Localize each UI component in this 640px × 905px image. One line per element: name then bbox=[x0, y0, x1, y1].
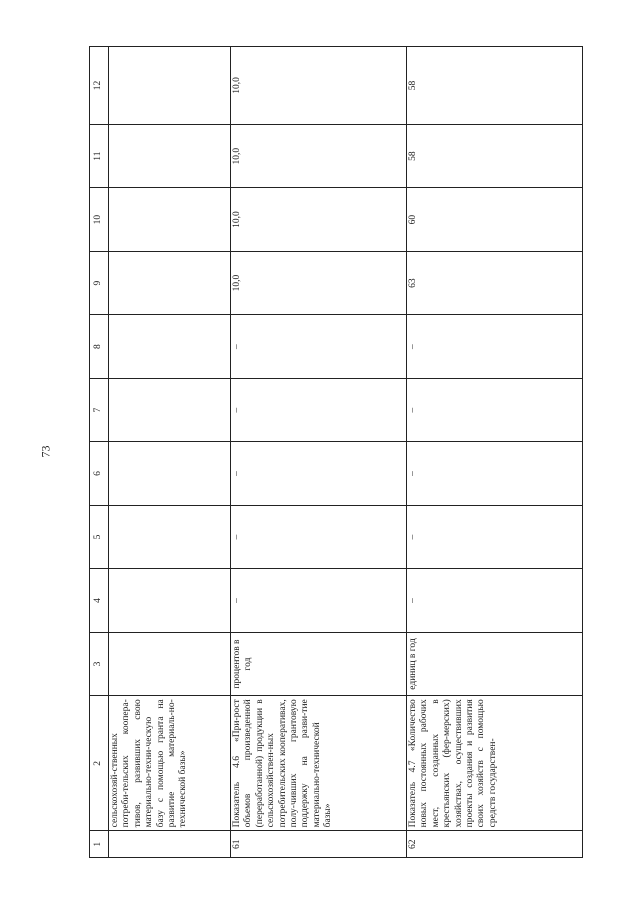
value-cell: – bbox=[407, 442, 583, 505]
value-cell: – bbox=[231, 378, 407, 441]
header-cell: 9 bbox=[90, 251, 109, 314]
header-row bbox=[90, 47, 109, 858]
table-row bbox=[231, 47, 407, 858]
value-cell: 63 bbox=[407, 251, 583, 314]
header-cell: 11 bbox=[90, 124, 109, 187]
value-cell: – bbox=[231, 442, 407, 505]
value-cell bbox=[109, 315, 231, 378]
unit-cell: единиц в год bbox=[407, 632, 583, 695]
value-cell bbox=[109, 505, 231, 568]
row-number bbox=[109, 831, 231, 858]
indicator-name: сельскохозяй-ственных потреби-тельских коопера-тивов, развивших свою материально-техни-ческую базу с помощью гранта на развитие материаль-но-технической базы» bbox=[109, 696, 231, 831]
header-cell: 2 bbox=[90, 696, 109, 831]
header-cell: 12 bbox=[90, 47, 109, 125]
unit-cell bbox=[109, 632, 231, 695]
value-cell bbox=[109, 188, 231, 251]
value-cell: – bbox=[407, 378, 583, 441]
header-cell: 6 bbox=[90, 442, 109, 505]
value-cell bbox=[109, 442, 231, 505]
value-cell: – bbox=[231, 315, 407, 378]
page-number: 73 bbox=[38, 445, 53, 458]
header-cell: 8 bbox=[90, 315, 109, 378]
value-cell: 10,0 bbox=[231, 47, 407, 125]
header-cell: 10 bbox=[90, 188, 109, 251]
value-cell: 10,0 bbox=[231, 124, 407, 187]
unit-cell: процентов в год bbox=[231, 632, 407, 695]
table-container bbox=[89, 46, 579, 858]
value-cell: – bbox=[407, 315, 583, 378]
value-cell bbox=[109, 569, 231, 632]
header-cell: 1 bbox=[90, 831, 109, 858]
table-row bbox=[407, 47, 583, 858]
value-cell: 10,0 bbox=[231, 188, 407, 251]
header-cell: 5 bbox=[90, 505, 109, 568]
value-cell bbox=[109, 251, 231, 314]
value-cell: – bbox=[407, 505, 583, 568]
value-cell: – bbox=[231, 505, 407, 568]
value-cell: – bbox=[407, 569, 583, 632]
value-cell bbox=[109, 378, 231, 441]
row-number: 61 bbox=[231, 831, 407, 858]
value-cell: 58 bbox=[407, 124, 583, 187]
value-cell: 58 bbox=[407, 47, 583, 125]
header-cell: 3 bbox=[90, 632, 109, 695]
indicator-name: Показатель 4.7 «Количество новых постоянных рабочих мест, созданных в крестьянских (фер-мерских) хозяйствах, осуществивших проекты создания и развития своих хозяйств с помощью средств государствен- bbox=[407, 696, 583, 831]
row-number: 62 bbox=[407, 831, 583, 858]
value-cell: – bbox=[231, 569, 407, 632]
value-cell: 60 bbox=[407, 188, 583, 251]
indicators-table bbox=[89, 46, 583, 858]
header-cell: 4 bbox=[90, 569, 109, 632]
value-cell bbox=[109, 47, 231, 125]
indicator-name: Показатель 4.6 «При-рост объемов произведенной (переработанной) продукции в сельскохозяйствен-ных потребительских кооперативах, полу-чивших грантовую поддержку на разви-тие материально-технической базы» bbox=[231, 696, 407, 831]
header-cell: 7 bbox=[90, 378, 109, 441]
value-cell: 10,0 bbox=[231, 251, 407, 314]
table-row bbox=[109, 47, 231, 858]
value-cell bbox=[109, 124, 231, 187]
